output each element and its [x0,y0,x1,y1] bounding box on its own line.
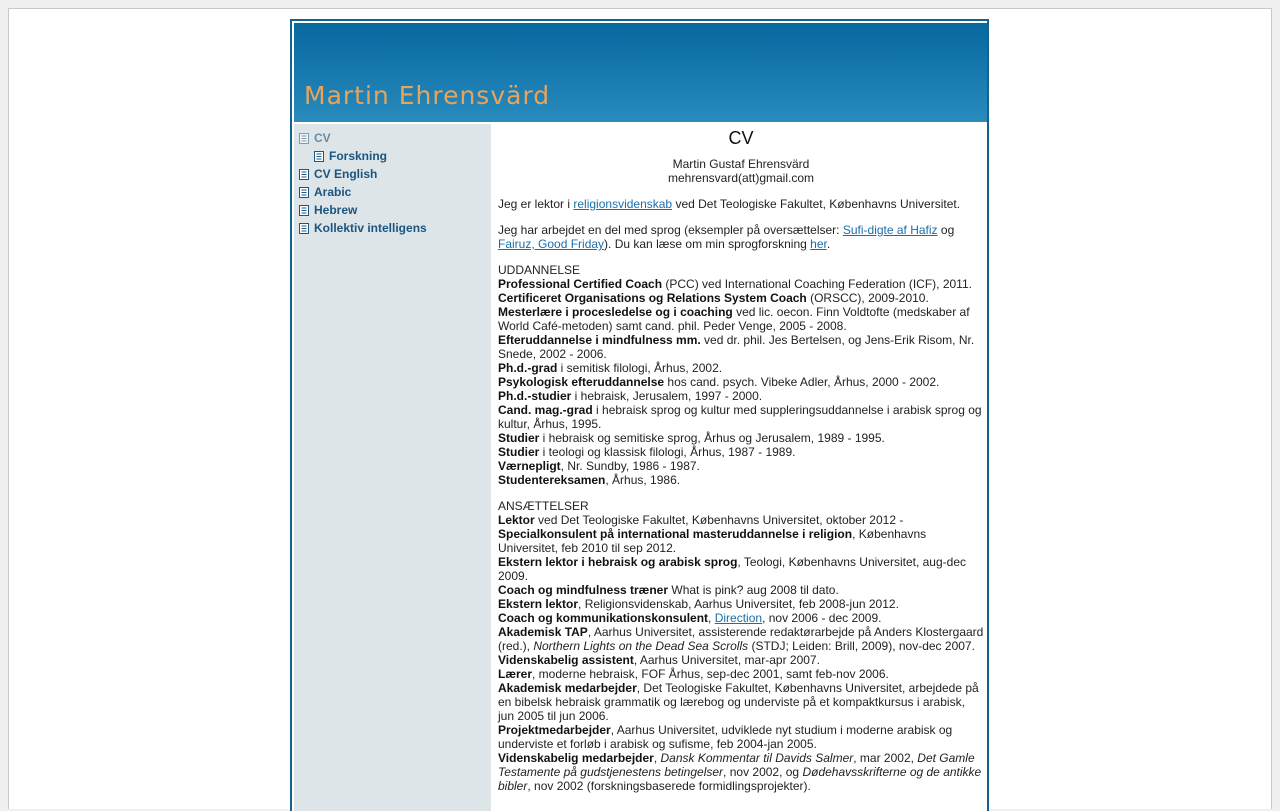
intro-paragraph: Jeg er lektor i religionsvidenskab ved Det Teologiske Fakultet, Københavns Universitet. [498,197,961,211]
list-item: Ekstern lektor i hebraisk og arabisk sprog, Teologi, Københavns Universitet, aug-dec 2009. [498,555,966,583]
list-item: Psykologisk efteruddannelse hos cand. psych. Vibeke Adler, Århus, 2000 - 2002. [498,375,940,389]
language-paragraph: Jeg har arbejdet en del med sprog (eksempler på oversættelser: Sufi-digte af Hafiz og Fairuz, Good Friday). Du kan læse om min sprogforskning her. [498,223,955,251]
hafiz-link[interactable]: Sufi-digte af Hafiz [842,223,938,237]
site-container [290,19,989,811]
document-icon [314,151,324,162]
religionsvidenskab-link[interactable]: religionsvidenskab [573,197,673,211]
education-heading: UDDANNELSE [498,263,581,277]
education-list [498,277,984,487]
list-item: Mesterlære i procesledelse og i coaching ved lic. oecon. Finn Voldtofte (medskaber af World Café-metoden) samt cand. phil. Peder Venge, 2005 - 2008. [498,305,970,333]
sidebar-item-label: Kollektiv intelligens [314,221,427,235]
list-item: Ph.d.-studier i hebraisk, Jerusalem, 1997 - 2000. [498,389,763,403]
site-header [294,23,987,122]
sidebar-item-arabic[interactable] [299,183,351,201]
document-icon [299,187,309,198]
author-email: mehrensvard(att)gmail.com [667,171,815,185]
sidebar-item-kollektiv-intelligens[interactable] [299,219,427,237]
sidebar-item-label: Hebrew [314,203,358,217]
list-item: Ekstern lektor, Religionsvidenskab, Aarhus Universitet, feb 2008-jun 2012. [498,597,899,611]
sidebar-item-label: CV English [314,167,378,181]
list-item: Lektor ved Det Teologiske Fakultet, Københavns Universitet, oktober 2012 - [498,513,904,527]
author-name: Martin Gustaf Ehrensvärd [672,157,810,171]
document-icon [299,205,309,216]
list-item: Certificeret Organisations og Relations System Coach (ORSCC), 2009-2010. [498,291,929,305]
page [8,8,1272,809]
document-icon [299,133,309,144]
list-item: Videnskabelig medarbejder, Dansk Kommentar til Davids Salmer, mar 2002, Det Gamle Testamente på gudstjenestens betingelser, nov 2002, og Dødehavsskrifterne og de antikke bibler, nov 2002 (forskningsbaserede formidlingsprojekter). [498,751,982,793]
list-item: Studier i hebraisk og semitiske sprog, Århus og Jerusalem, 1989 - 1995. [498,431,885,445]
list-item: Cand. mag.-grad i hebraisk sprog og kultur med suppleringsuddannelse i arabisk sprog og kultur, Århus, 1995. [498,403,982,431]
fairuz-link[interactable]: Fairuz, Good Friday [498,237,605,251]
list-item: Professional Certified Coach (PCC) ved International Coaching Federation (ICF), 2011. [498,277,972,291]
employment-list [498,513,984,793]
list-item: Videnskabelig assistent, Aarhus Universitet, mar-apr 2007. [498,653,820,667]
sidebar-nav [294,124,491,811]
list-item: Ph.d.-grad i semitisk filologi, Århus, 2002. [498,361,723,375]
sidebar-item-label: Arabic [314,185,352,199]
main-content [498,124,984,811]
list-item: Projektmedarbejder, Aarhus Universitet, udviklede nyt studium i moderne arabisk og underviste et forløb i arabisk og sufisme, feb 2004-jan 2005. [498,723,953,751]
her-link[interactable]: her [810,237,827,251]
list-item: Akademisk medarbejder, Det Teologiske Fakultet, Københavns Universitet, arbejdede på en bibelsk hebraisk grammatik og lærebog og underviste på et kompaktkursus i arabisk, jun 2005 til jun 2006. [498,681,979,723]
sidebar-item-cv[interactable] [299,129,331,147]
list-item: Efteruddannelse i mindfulness mm. ved dr. phil. Jes Bertelsen, og Jens-Erik Risom, Nr. Snede, 2002 - 2006. [498,333,975,361]
employment-heading: ANSÆTTELSER [498,499,589,513]
sidebar-item-label: Forskning [329,149,388,163]
site-title[interactable]: Martin Ehrensvärd [304,81,551,110]
list-item: Akademisk TAP, Aarhus Universitet, assisterende redaktørarbejde på Anders Klostergaard (red.), Northern Lights on the Dead Sea Scrolls (STDJ; Leiden: Brill, 2009), nov-dec 2007. [498,625,984,653]
sidebar-item-hebrew[interactable] [299,201,357,219]
document-icon [299,169,309,180]
list-item: Værnepligt, Nr. Sundby, 1986 - 1987. [498,459,700,473]
list-item: Coach og kommunikationskonsulent, Direction, nov 2006 - dec 2009. [498,611,882,625]
document-icon [299,223,309,234]
list-item: Coach og mindfulness træner What is pink? aug 2008 til dato. [498,583,839,597]
page-title: CV [728,128,754,148]
list-item: Specialkonsulent på international masteruddannelse i religion, Københavns Universitet, feb 2010 til sep 2012. [498,527,927,555]
list-item: Studier i teologi og klassisk filologi, Århus, 1987 - 1989. [498,445,796,459]
sidebar-item-label: CV [314,131,331,145]
sidebar-item-forskning[interactable] [314,147,387,165]
sidebar-item-cv-english[interactable] [299,165,377,183]
direction-link[interactable]: Direction [714,611,763,625]
list-item: Studentereksamen, Århus, 1986. [498,473,681,487]
list-item: Lærer, moderne hebraisk, FOF Århus, sep-dec 2001, samt feb-nov 2006. [498,667,889,681]
